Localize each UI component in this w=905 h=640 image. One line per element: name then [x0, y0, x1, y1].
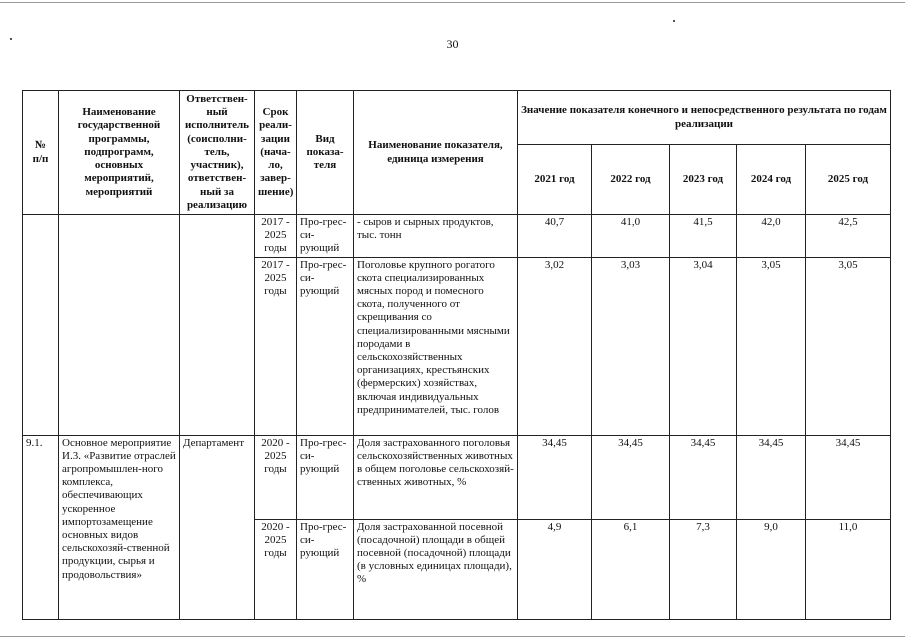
- header-type: Вид показа-теля: [297, 91, 354, 215]
- value-2022: 41,0: [592, 215, 670, 258]
- row-type: Про-гресси-рующий: [297, 519, 354, 619]
- value-2023: 7,3: [670, 519, 737, 619]
- row-program: Основное мероприятие И.3. «Развитие отраслей агропромышлен-ного комплекса, обеспечивающих ускоренное импортозамещение основных видов сельскохозяй-ственной продукции, сырья и продовольствия»: [59, 435, 180, 619]
- row-term: 2017 - 2025 годы: [255, 257, 297, 435]
- indicators-table: [22, 90, 891, 620]
- row-term: 2020 - 2025 годы: [255, 519, 297, 619]
- value-2025: 11,0: [806, 519, 891, 619]
- row-type: Про-гресси-рующий: [297, 435, 354, 519]
- row-type: Про-гресси-рующий: [297, 257, 354, 435]
- row-num: 9.1.: [23, 435, 59, 619]
- header-num: № п/п: [23, 91, 59, 215]
- value-2025: 34,45: [806, 435, 891, 519]
- value-2022: 6,1: [592, 519, 670, 619]
- row-indicator: Поголовье крупного рогатого скота специализированных мясных пород и помесного скота, полученного от скрещивания со специализированными мясными породами в сельскохозяйственных организациях, крестьянских (фермерских) хозяйствах, включая индивидуальных предпринимателей, тыс. голов: [354, 257, 518, 435]
- value-2023: 34,45: [670, 435, 737, 519]
- scan-speck: [673, 20, 675, 22]
- page-number: 30: [446, 37, 459, 51]
- scan-edge-bottom: [0, 636, 905, 637]
- row-type: Про-гресси-рующий: [297, 215, 354, 258]
- header-year-2025: 2025 год: [806, 145, 891, 215]
- value-2023: 41,5: [670, 215, 737, 258]
- header-values-group: Значение показателя конечного и непосредственного результата по годам реализации: [518, 91, 891, 145]
- row-indicator: Доля застрахованной посевной (посадочной) площади в общей посевной (посадочной) площади (в условных единицах площади), %: [354, 519, 518, 619]
- header-indicator: Наименование показателя, единица измерения: [354, 91, 518, 215]
- row-term: 2020 - 2025 годы: [255, 435, 297, 519]
- value-2021: 3,02: [518, 257, 592, 435]
- row-num: [23, 215, 59, 436]
- row-executor: [180, 215, 255, 436]
- header-year-2021: 2021 год: [518, 145, 592, 215]
- value-2021: 4,9: [518, 519, 592, 619]
- value-2021: 40,7: [518, 215, 592, 258]
- row-program: [59, 215, 180, 436]
- value-2024: 42,0: [737, 215, 806, 258]
- header-program: Наименование государственной программы, подпрограмм, основных мероприятий, мероприятий: [59, 91, 180, 215]
- value-2024: 3,05: [737, 257, 806, 435]
- row-term: 2017 - 2025 годы: [255, 215, 297, 258]
- value-2023: 3,04: [670, 257, 737, 435]
- value-2024: 34,45: [737, 435, 806, 519]
- header-year-2023: 2023 год: [670, 145, 737, 215]
- value-2025: 42,5: [806, 215, 891, 258]
- value-2022: 3,03: [592, 257, 670, 435]
- header-executor: Ответствен-ный исполнитель (соисполни-тель, участник), ответствен-ный за реализацию: [180, 91, 255, 215]
- header-term: Срок реали-зации (нача-ло, завер-шение): [255, 91, 297, 215]
- header-row-1: [23, 91, 891, 145]
- table-row: [23, 215, 891, 258]
- value-2022: 34,45: [592, 435, 670, 519]
- header-year-2024: 2024 год: [737, 145, 806, 215]
- value-2024: 9,0: [737, 519, 806, 619]
- value-2025: 3,05: [806, 257, 891, 435]
- scan-edge-top: [0, 2, 905, 3]
- row-executor: Департамент: [180, 435, 255, 619]
- table-row: [23, 435, 891, 519]
- header-year-2022: 2022 год: [592, 145, 670, 215]
- row-indicator: - сыров и сырных продуктов, тыс. тонн: [354, 215, 518, 258]
- row-indicator: Доля застрахованного поголовья сельскохозяйственных животных в общем поголовье сельскохозяй-ственных животных, %: [354, 435, 518, 519]
- value-2021: 34,45: [518, 435, 592, 519]
